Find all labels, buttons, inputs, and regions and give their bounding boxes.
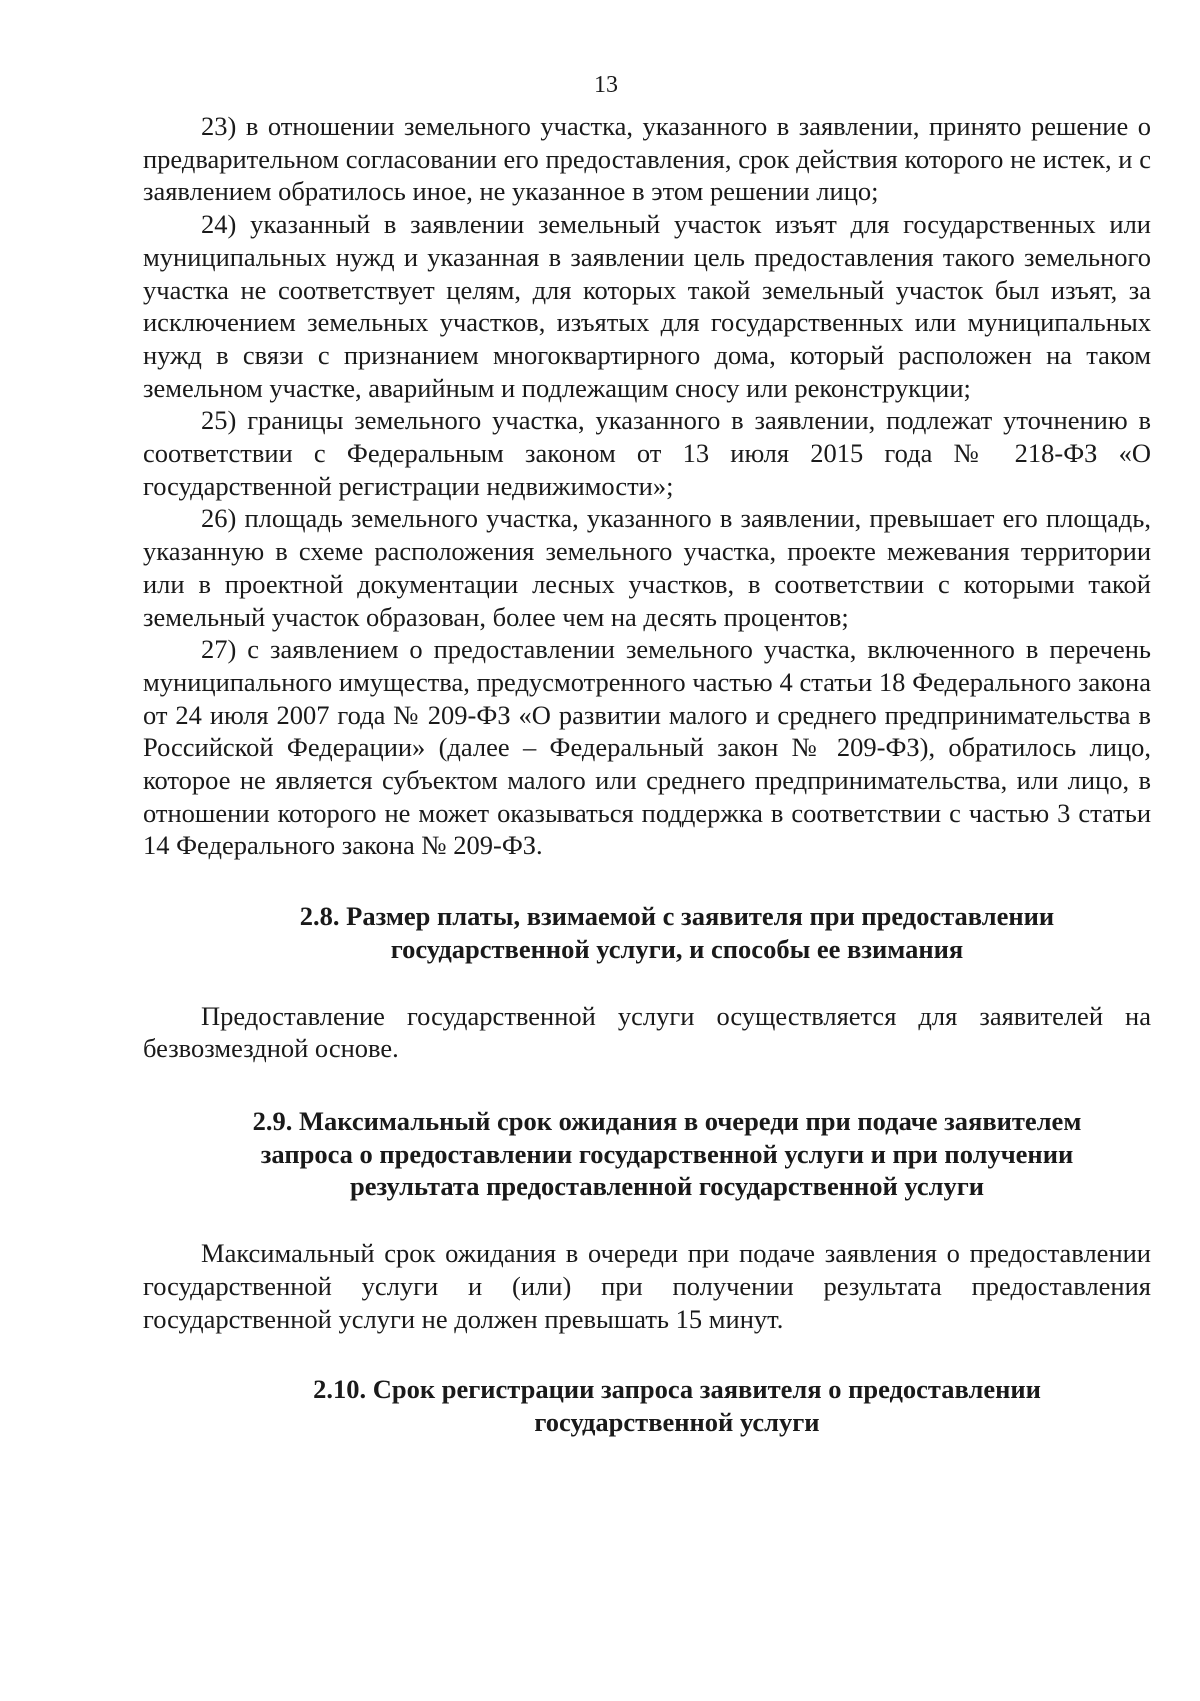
page-number: 13: [594, 72, 618, 98]
section-heading-2-10-line2: государственной услуги: [534, 1406, 820, 1437]
section-heading-2-9-line2: запроса о предоставлении государственной услуги и при получении: [260, 1138, 1074, 1169]
section-heading-2-8-line2: государственной услуги, и способы ее взимания: [390, 933, 964, 964]
section-text-2-9: Максимальный срок ожидания в очереди при подаче заявления о предоставлении государственной услуги и (или) при получении результата предоставления государственной услуги не должен превышать 15 минут.: [143, 1238, 1151, 1334]
section-heading-2-8: [143, 900, 1151, 965]
paragraph-item-25: 25) границы земельного участка, указанного в заявлении, подлежат уточнению в соответствии с Федеральным законом от 13 июля 2015 года № 218-ФЗ «О государственной регистрации недвижимости»;: [143, 405, 1151, 501]
paragraph-item-26: 26) площадь земельного участка, указанного в заявлении, превышает его площадь, указанную в схеме расположения земельного участка, проекте межевания территории или в проектной документации лесных участков, в соответствии с которыми такой земельный участок образован, более чем на десять процентов;: [143, 503, 1151, 632]
section-heading-2-9: [143, 1105, 1151, 1203]
paragraph-item-27: 27) с заявлением о предоставлении земельного участка, включенного в перечень муниципального имущества, предусмотренного частью 4 статьи 18 Федерального закона от 24 июля 2007 года № 209-ФЗ «О развитии малого и среднего предпринимательства в Российской Федерации» (далее – Федеральный закон № 209-ФЗ), обратилось лицо, которое не является субъектом малого или среднего предпринимательства, или лицо, в отношении которого не может оказываться поддержка в соответствии с частью 3 статьи 14 Федерального закона № 209-ФЗ.: [143, 634, 1151, 861]
section-heading-2-9-line3: результата предоставленной государственной услуги: [349, 1171, 985, 1202]
section-text-2-8: Предоставление государственной услуги осуществляется для заявителей на безвозмездной основе.: [143, 1000, 1151, 1064]
document-body: [143, 110, 1151, 1439]
section-heading-2-10: [143, 1373, 1151, 1438]
section-heading-2-10-line1: 2.10. Срок регистрации запроса заявителя о предоставлении: [313, 1374, 1041, 1405]
paragraph-item-23: 23) в отношении земельного участка, указанного в заявлении, принято решение о предварительном согласовании его предоставления, срок действия которого не истек, и с заявлением обратилось иное, не указанное в этом решении лицо;: [143, 111, 1151, 207]
section-heading-2-9-line1: 2.9. Максимальный срок ожидания в очереди при подаче заявителем: [252, 1105, 1082, 1136]
paragraph-item-24: 24) указанный в заявлении земельный участок изъят для государственных или муниципальных нужд и указанная в заявлении цель предоставления такого земельного участка не соответствует целям, для которых такой земельный участок был изъят, за исключением земельных участков, изъятых для государственных или муниципальных нужд в связи с признанием многоквартирного дома, который расположен на таком земельном участке, аварийным и подлежащим сносу или реконструкции;: [143, 209, 1151, 403]
section-heading-2-8-line1: 2.8. Размер платы, взимаемой с заявителя при предоставлении: [299, 901, 1055, 932]
